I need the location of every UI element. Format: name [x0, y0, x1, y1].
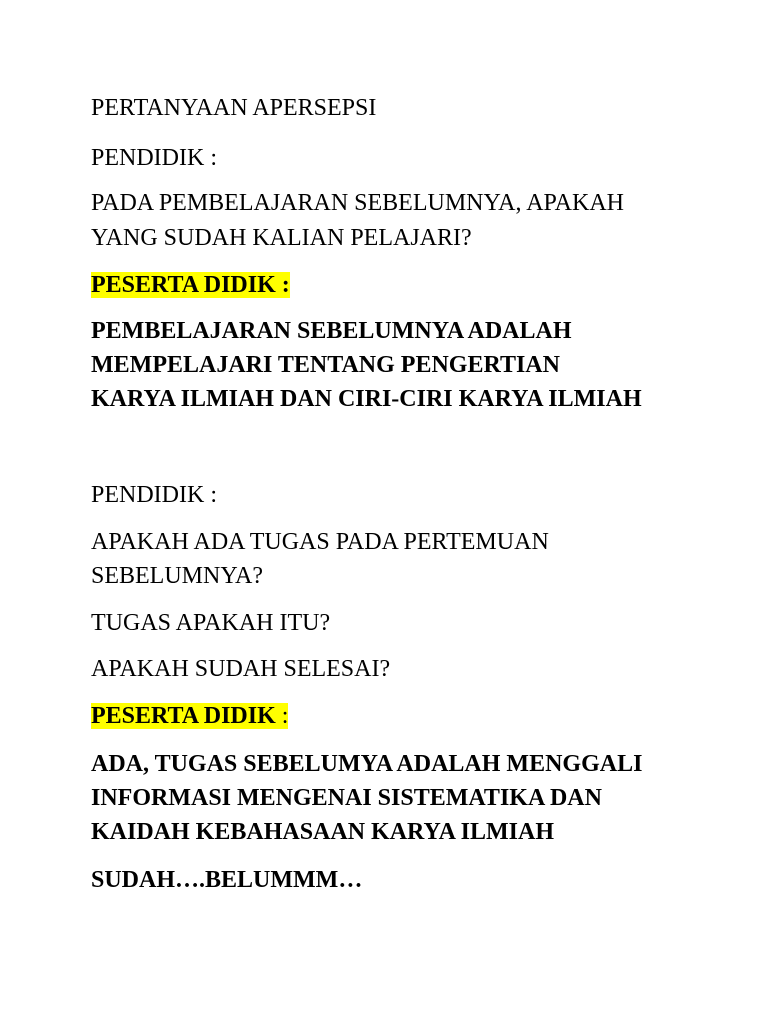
answer-1-line-2: MEMPELAJARI TENTANG PENGERTIAN	[91, 352, 560, 378]
question-1-line-2: YANG SUDAH KALIAN PELAJARI?	[91, 225, 472, 251]
respondent-label-2-text: PESERTA DIDIK	[91, 703, 276, 729]
question-2-line-2: SEBELUMNYA?	[91, 563, 263, 589]
answer-3: SUDAH….BELUMMM…	[91, 867, 363, 893]
speaker-pendidik-2: PENDIDIK :	[91, 482, 217, 508]
answer-2-line-3: KAIDAH KEBAHASAAN KARYA ILMIAH	[91, 819, 554, 845]
question-2-line-1: APAKAH ADA TUGAS PADA PERTEMUAN	[91, 529, 549, 555]
question-1-line-1: PADA PEMBELAJARAN SEBELUMNYA, APAKAH	[91, 190, 624, 216]
document-title: PERTANYAAN APERSEPSI	[91, 95, 377, 121]
answer-1-line-1: PEMBELAJARAN SEBELUMNYA ADALAH	[91, 318, 572, 344]
answer-1-line-3: KARYA ILMIAH DAN CIRI-CIRI KARYA ILMIAH	[91, 386, 642, 412]
respondent-label-1	[91, 268, 290, 303]
answer-2-line-2: INFORMASI MENGENAI SISTEMATIKA DAN	[91, 785, 602, 811]
speaker-pendidik-1: PENDIDIK :	[91, 145, 217, 171]
answer-2-line-1: ADA, TUGAS SEBELUMYA ADALAH MENGGALI	[91, 751, 643, 777]
respondent-label-2-colon: :	[275, 703, 289, 729]
respondent-highlight-1: PESERTA DIDIK :	[91, 272, 290, 298]
respondent-highlight-2	[91, 703, 288, 729]
question-3: TUGAS APAKAH ITU?	[91, 610, 331, 636]
respondent-label-2	[91, 699, 288, 734]
question-4: APAKAH SUDAH SELESAI?	[91, 656, 391, 682]
